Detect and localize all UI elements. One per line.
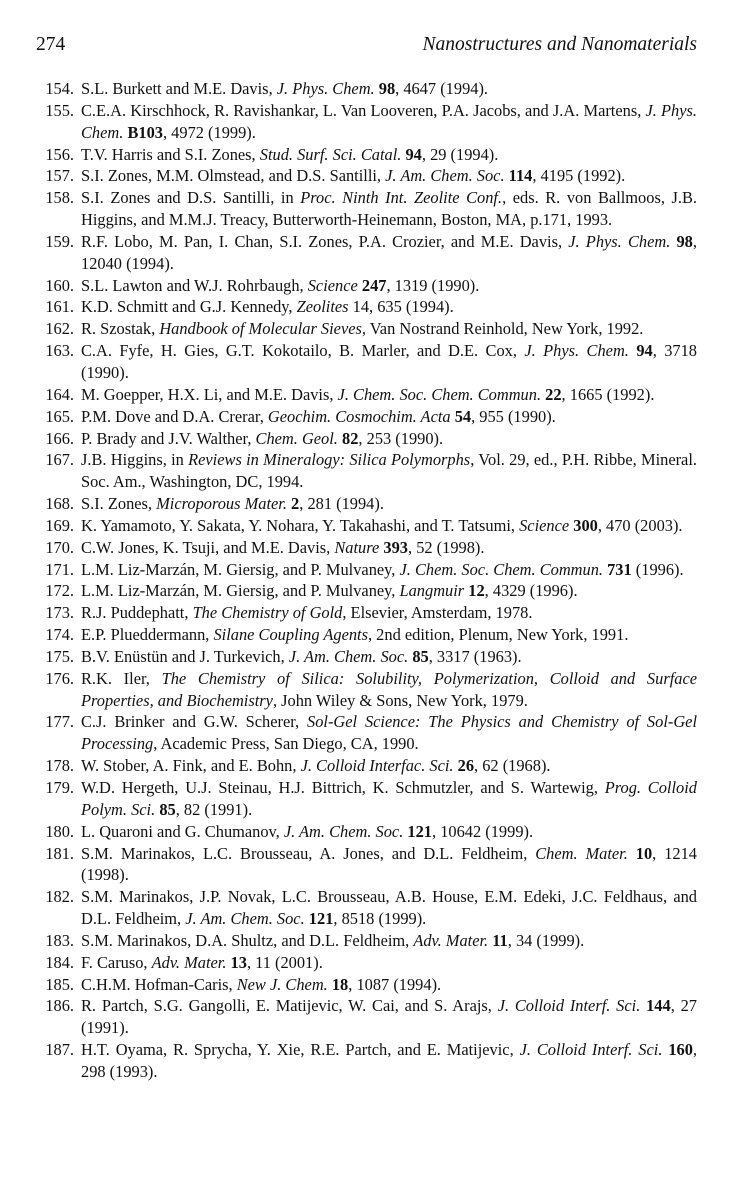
reference-number: 170. — [45, 537, 74, 557]
citation-title: J. Am. Chem. Soc. — [385, 166, 505, 186]
citation-volume: 114 — [508, 166, 533, 186]
reference-item — [36, 187, 697, 231]
reference-item — [36, 886, 697, 930]
reference-text — [81, 187, 697, 231]
citation-text: , 29 (1994). — [421, 144, 499, 164]
citation-volume: 98 — [378, 79, 396, 98]
citation-title: Nature — [334, 537, 380, 557]
reference-text — [81, 406, 697, 428]
reference-text — [81, 995, 697, 1039]
citation-title: Proc. Ninth Int. Zeolite Conf. — [300, 188, 503, 208]
reference-item — [36, 602, 697, 624]
reference-text — [81, 78, 697, 100]
citation-volume: 2 — [291, 494, 300, 514]
citation-text: T.V. Harris and S.I. Zones, — [81, 144, 260, 164]
citation-text: W.D. Hergeth, U.J. Steinau, H.J. Bittrich, K. Schmutzler, and S. Wartewig, — [81, 778, 605, 797]
reference-number: 164. — [45, 384, 74, 404]
reference-text — [81, 165, 697, 187]
citation-title: Silane Coupling Agents — [213, 625, 368, 645]
reference-item — [36, 100, 697, 144]
reference-number: 169. — [45, 515, 74, 535]
reference-number: 181. — [45, 843, 74, 863]
citation-text: 14, 635 (1994). — [348, 297, 454, 317]
citation-title: Reviews in Mineralogy: Silica Polymorphs — [188, 450, 471, 470]
citation-volume: B103 — [127, 122, 163, 142]
citation-title: J. Chem. Soc. Chem. Commun. — [399, 559, 603, 579]
citation-text: S.I. Zones, — [81, 494, 157, 514]
reference-text — [81, 646, 697, 668]
citation-text: , 11 (2001). — [246, 952, 323, 972]
reference-number: 172. — [45, 581, 74, 601]
reference-number: 182. — [45, 887, 74, 907]
citation-text: S.I. Zones and D.S. Santilli, in — [81, 188, 301, 208]
reference-number: 186. — [45, 996, 74, 1016]
reference-number: 183. — [45, 930, 74, 950]
citation-volume: 11 — [492, 930, 508, 950]
citation-volume: 94 — [405, 144, 422, 164]
reference-text — [81, 384, 697, 406]
citation-text: L. Quaroni and G. Chumanov, — [81, 821, 284, 841]
citation-title: The Chemistry of Silica: Solubility, Polymerization, Colloid and Surface Properties, and Biochemistry — [81, 668, 697, 710]
citation-text: P. Brady and J.V. Walther, — [81, 428, 256, 448]
citation-volume: 121 — [407, 821, 432, 841]
citation-text: , 8518 (1999). — [333, 909, 427, 929]
citation-text: , 4647 (1994). — [395, 79, 489, 98]
citation-title: J. Am. Chem. Soc. — [288, 646, 409, 666]
citation-title: J. Chem. Soc. Chem. Commun. — [337, 384, 542, 404]
citation-text: , 253 (1990). — [358, 428, 444, 448]
citation-title: J. Colloid Interfac. Sci. — [300, 756, 454, 776]
citation-text: , 27 (1991). — [81, 996, 697, 1038]
reference-number: 160. — [45, 275, 74, 295]
citation-text: , 82 (1991). — [175, 799, 253, 819]
reference-list — [36, 78, 697, 1083]
reference-item — [36, 755, 697, 777]
page-number: 274 — [36, 34, 66, 55]
reference-number: 165. — [45, 406, 74, 426]
reference-number: 185. — [45, 974, 74, 994]
reference-item — [36, 493, 697, 515]
reference-number: 177. — [45, 712, 74, 732]
citation-title: Sol-Gel Science: The Physics and Chemistry of Sol-Gel Processing — [81, 712, 698, 754]
reference-item — [36, 843, 697, 887]
reference-item — [36, 515, 697, 537]
reference-text — [81, 1039, 697, 1083]
citation-volume: 121 — [308, 909, 334, 929]
citation-title: Science — [519, 515, 570, 535]
reference-text — [81, 668, 697, 712]
reference-number: 174. — [45, 625, 74, 645]
citation-title: J. Am. Chem. Soc. — [283, 821, 404, 841]
reference-text — [81, 624, 697, 646]
reference-number: 187. — [45, 1040, 74, 1060]
citation-text: B.V. Enüstün and J. Turkevich, — [81, 646, 289, 666]
reference-number: 184. — [45, 952, 74, 972]
reference-text — [81, 952, 697, 974]
reference-item — [36, 318, 697, 340]
citation-volume: 26 — [457, 756, 475, 776]
reference-item — [36, 1039, 697, 1083]
citation-volume: 247 — [361, 275, 387, 295]
citation-volume: 300 — [573, 515, 598, 535]
reference-item — [36, 231, 697, 275]
citation-text: C.W. Jones, K. Tsuji, and M.E. Davis, — [81, 537, 335, 557]
reference-text — [81, 449, 697, 493]
reference-item — [36, 624, 697, 646]
citation-text: R. Partch, S.G. Gangolli, E. Matijevic, W. Cai, and S. Arajs, — [81, 996, 498, 1016]
reference-number: 155. — [45, 100, 74, 120]
reference-text — [81, 777, 697, 821]
reference-item — [36, 952, 697, 974]
reference-text — [81, 711, 697, 755]
reference-text — [81, 602, 697, 624]
citation-text: , 62 (1968). — [474, 756, 551, 776]
reference-number: 163. — [45, 341, 74, 361]
citation-text: , Academic Press, San Diego, CA, 1990. — [153, 734, 419, 754]
citation-text: , 1665 (1992). — [561, 384, 655, 404]
citation-text: , 470 (2003). — [597, 515, 683, 535]
citation-text: C.E.A. Kirschhock, R. Ravishankar, L. Van Looveren, P.A. Jacobs, and J.A. Martens, — [81, 100, 646, 120]
reference-text — [81, 144, 697, 166]
citation-title: Langmuir — [399, 581, 465, 601]
reference-text — [81, 886, 697, 930]
reference-text — [81, 231, 697, 275]
citation-text: , Vol. 29, ed., P.H. Ribbe, Mineral. Soc. Am., Washington, DC, 1994. — [81, 450, 697, 492]
citation-title: Stud. Surf. Sci. Catal. — [259, 144, 402, 164]
citation-text: , 3718 (1990). — [81, 341, 697, 382]
citation-text: L.M. Liz-Marzán, M. Giersig, and P. Mulvaney, — [81, 581, 400, 601]
citation-title: Chem. Mater. — [535, 843, 628, 863]
reference-item — [36, 78, 697, 100]
reference-item — [36, 668, 697, 712]
citation-text: (1996). — [631, 559, 684, 579]
citation-volume: 85 — [159, 799, 176, 819]
citation-volume: 85 — [412, 646, 429, 666]
citation-text: , 52 (1998). — [408, 537, 485, 557]
citation-title: Prog. Colloid Polym. Sci. — [81, 778, 697, 819]
citation-text: S.L. Lawton and W.J. Rohrbaugh, — [81, 275, 308, 295]
citation-text: , 298 (1993). — [81, 1040, 698, 1081]
reference-text — [81, 100, 697, 144]
reference-item — [36, 384, 697, 406]
citation-text: K. Yamamoto, Y. Sakata, Y. Nohara, Y. Takahashi, and T. Tatsumi, — [81, 515, 520, 535]
citation-text: , 4195 (1992). — [532, 166, 626, 186]
reference-text — [81, 974, 697, 996]
citation-title: Chem. Geol. — [255, 428, 338, 448]
citation-volume: 144 — [646, 996, 671, 1016]
reference-number: 166. — [45, 428, 74, 448]
citation-title: J. Am. Chem. Soc. — [185, 909, 305, 929]
citation-text: W. Stober, A. Fink, and E. Bohn, — [81, 756, 301, 776]
citation-volume: 13 — [230, 952, 247, 972]
citation-text: S.L. Burkett and M.E. Davis, — [81, 79, 277, 98]
citation-text: , Elsevier, Amsterdam, 1978. — [342, 603, 533, 623]
citation-text: , 10642 (1999). — [432, 821, 534, 841]
citation-title: Microporous Mater. — [156, 494, 287, 514]
reference-number: 173. — [45, 603, 74, 623]
reference-text — [81, 428, 697, 450]
citation-text: , 12040 (1994). — [81, 231, 697, 273]
citation-text: L.M. Liz-Marzán, M. Giersig, and P. Mulvaney, — [81, 559, 400, 579]
reference-item — [36, 711, 697, 755]
citation-text: , John Wiley & Sons, New York, 1979. — [272, 690, 528, 710]
reference-item — [36, 580, 697, 602]
reference-item — [36, 165, 697, 187]
citation-text: , eds. R. von Ballmoos, J.B. Higgins, and M.M.J. Treacy, Butterworth-Heinemann, Boston, MA, p.171, 1993. — [81, 188, 697, 230]
reference-item — [36, 821, 697, 843]
citation-text: H.T. Oyama, R. Sprycha, Y. Xie, R.E. Partch, and E. Matijevic, — [81, 1040, 520, 1060]
reference-item — [36, 449, 697, 493]
citation-volume: 731 — [607, 559, 632, 579]
citation-text: C.J. Brinker and G.W. Scherer, — [81, 712, 308, 732]
reference-item — [36, 296, 697, 318]
reference-item — [36, 406, 697, 428]
reference-number: 179. — [45, 778, 74, 797]
reference-number: 180. — [45, 821, 74, 841]
citation-text: C.H.M. Hofman-Caris, — [81, 974, 237, 994]
citation-text: R.F. Lobo, M. Pan, I. Chan, S.I. Zones, P.A. Crozier, and M.E. Davis, — [81, 231, 569, 251]
citation-text: S.I. Zones, M.M. Olmstead, and D.S. Santilli, — [81, 166, 386, 186]
reference-text — [81, 318, 697, 340]
reference-number: 167. — [45, 450, 74, 470]
citation-volume: 12 — [468, 581, 485, 601]
reference-text — [81, 493, 697, 515]
reference-text — [81, 537, 697, 559]
reference-number: 162. — [45, 319, 74, 339]
citation-text: , 34 (1999). — [507, 930, 585, 950]
reference-number: 159. — [45, 231, 74, 251]
citation-text: , 281 (1994). — [299, 494, 384, 514]
reference-number: 168. — [45, 494, 74, 514]
reference-text — [81, 296, 697, 318]
citation-title: Adv. Mater. — [413, 930, 489, 950]
citation-text: S.M. Marinakos, J.P. Novak, L.C. Brousseau, A.B. House, E.M. Edeki, J.C. Feldhaus, and D.L. Feldheim, — [81, 887, 697, 929]
citation-title: Geochim. Cosmochim. Acta — [267, 406, 451, 426]
citation-title: J. Colloid Interf. Sci. — [497, 996, 641, 1016]
citation-text: , 3317 (1963). — [428, 646, 522, 666]
citation-volume: 98 — [676, 231, 693, 251]
reference-text — [81, 755, 697, 777]
citation-text: , 4329 (1996). — [484, 581, 578, 601]
citation-text: R. Szostak, — [81, 319, 160, 339]
citation-text: , 1214 (1998). — [81, 843, 697, 885]
citation-text: , 955 (1990). — [471, 406, 556, 426]
reference-number: 171. — [45, 559, 74, 579]
reference-number: 157. — [45, 166, 74, 186]
reference-item — [36, 340, 697, 384]
reference-text — [81, 515, 697, 537]
citation-text: C.A. Fyfe, H. Gies, G.T. Kokotailo, B. Marler, and D.E. Cox, — [81, 341, 525, 361]
reference-item — [36, 995, 697, 1039]
citation-volume: 393 — [383, 537, 408, 557]
citation-text: R.J. Puddephatt, — [81, 603, 193, 623]
reference-number: 158. — [45, 188, 74, 208]
citation-volume: 54 — [454, 406, 472, 426]
citation-title: Adv. Mater. — [151, 952, 227, 972]
citation-text: J.B. Higgins, in — [81, 450, 189, 470]
citation-volume: 10 — [635, 843, 653, 863]
reference-text — [81, 275, 697, 297]
citation-text: R.K. Iler, — [81, 668, 162, 688]
citation-title: J. Phys. Chem. — [276, 79, 375, 98]
citation-text: , 1319 (1990). — [386, 275, 480, 295]
citation-title: Zeolites — [296, 297, 349, 317]
citation-title: J. Phys. Chem. — [81, 100, 697, 142]
running-title: Nanostructures and Nanomaterials — [422, 34, 697, 55]
citation-text: S.M. Marinakos, L.C. Brousseau, A. Jones, and D.L. Feldheim, — [81, 843, 536, 863]
reference-number: 176. — [45, 668, 74, 688]
citation-title: J. Colloid Interf. Sci. — [519, 1040, 663, 1060]
reference-item — [36, 777, 697, 821]
reference-number: 178. — [45, 756, 74, 776]
reference-item — [36, 537, 697, 559]
citation-title: The Chemistry of Gold — [192, 603, 343, 623]
citation-volume: 22 — [545, 384, 562, 404]
citation-text — [628, 844, 636, 863]
citation-title: Handbook of Molecular Sieves — [159, 319, 362, 339]
citation-volume: 82 — [342, 428, 359, 448]
reference-item — [36, 559, 697, 581]
citation-text: , 2nd edition, Plenum, New York, 1991. — [367, 625, 629, 645]
reference-item — [36, 428, 697, 450]
citation-text: M. Goepper, H.X. Li, and M.E. Davis, — [81, 384, 338, 404]
reference-text — [81, 843, 697, 887]
citation-text: P.M. Dove and D.A. Crerar, — [81, 406, 268, 426]
citation-volume: 18 — [331, 974, 349, 994]
citation-text: , 1087 (1994). — [348, 974, 442, 994]
reference-item — [36, 930, 697, 952]
citation-title: J. Phys. Chem. — [524, 341, 629, 361]
citation-title: New J. Chem. — [236, 974, 328, 994]
citation-text: , Van Nostrand Reinhold, New York, 1992. — [361, 319, 644, 339]
reference-number: 156. — [45, 144, 74, 164]
page-header — [36, 34, 697, 60]
reference-text — [81, 821, 697, 843]
reference-item — [36, 974, 697, 996]
citation-text: E.P. Plueddermann, — [81, 625, 214, 645]
reference-number: 175. — [45, 646, 74, 666]
reference-number: 161. — [45, 297, 74, 317]
citation-volume: 160 — [668, 1040, 693, 1060]
citation-text: K.D. Schmitt and G.J. Kennedy, — [81, 297, 297, 317]
citation-volume: 94 — [636, 341, 653, 361]
citation-text: F. Caruso, — [81, 952, 152, 972]
reference-text — [81, 580, 697, 602]
reference-item — [36, 144, 697, 166]
reference-item — [36, 275, 697, 297]
citation-text: , 4972 (1999). — [162, 122, 256, 142]
reference-text — [81, 559, 697, 581]
reference-text — [81, 340, 697, 384]
citation-title: Science — [307, 275, 358, 295]
reference-item — [36, 646, 697, 668]
citation-title: J. Phys. Chem. — [568, 231, 671, 251]
reference-number: 154. — [45, 79, 74, 98]
reference-text — [81, 930, 697, 952]
citation-text: S.M. Marinakos, D.A. Shultz, and D.L. Feldheim, — [81, 930, 414, 950]
